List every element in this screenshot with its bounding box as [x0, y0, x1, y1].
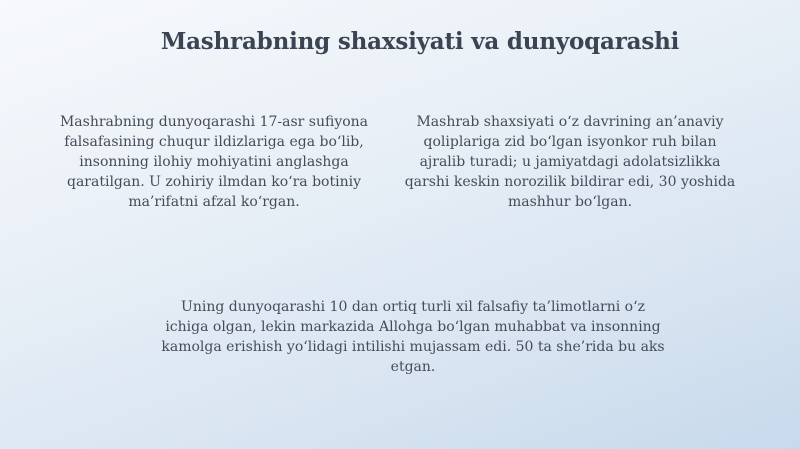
slide-title: Mashrabning shaxsiyati va dunyoqarashi: [160, 28, 680, 55]
paragraph-personality: Mashrab shaxsiyati o‘z davrining an’anaviy qoliplariga zid bo‘lgan isyonkor ruh bilan ajralib turadi; u jamiyatdagi adolatsizlikka qarshi keskin norozilik bildirar edi, 30 yoshida mashhur bo‘lgan.: [404, 114, 736, 210]
paragraph-worldview: Mashrabning dunyoqarashi 17-asr sufiyona falsafasining chuqur ildizlariga ega bo‘lib, insonning ilohiy mohiyatini anglashga qaratilgan. U zohiriy ilmdan ko‘ra botiniy ma’rifatni afzal ko‘rgan.: [59, 114, 369, 210]
paragraph-philosophy: Uning dunyoqarashi 10 dan ortiq turli xil falsafiy ta’limotlarni o‘z ichiga olgan, lekin markazida Allohga bo‘lgan muhabbat va insonning kamolga erishish yo‘lidagi intilishi mujassam edi. 50 ta she’rida bu aks etgan.: [161, 299, 665, 375]
